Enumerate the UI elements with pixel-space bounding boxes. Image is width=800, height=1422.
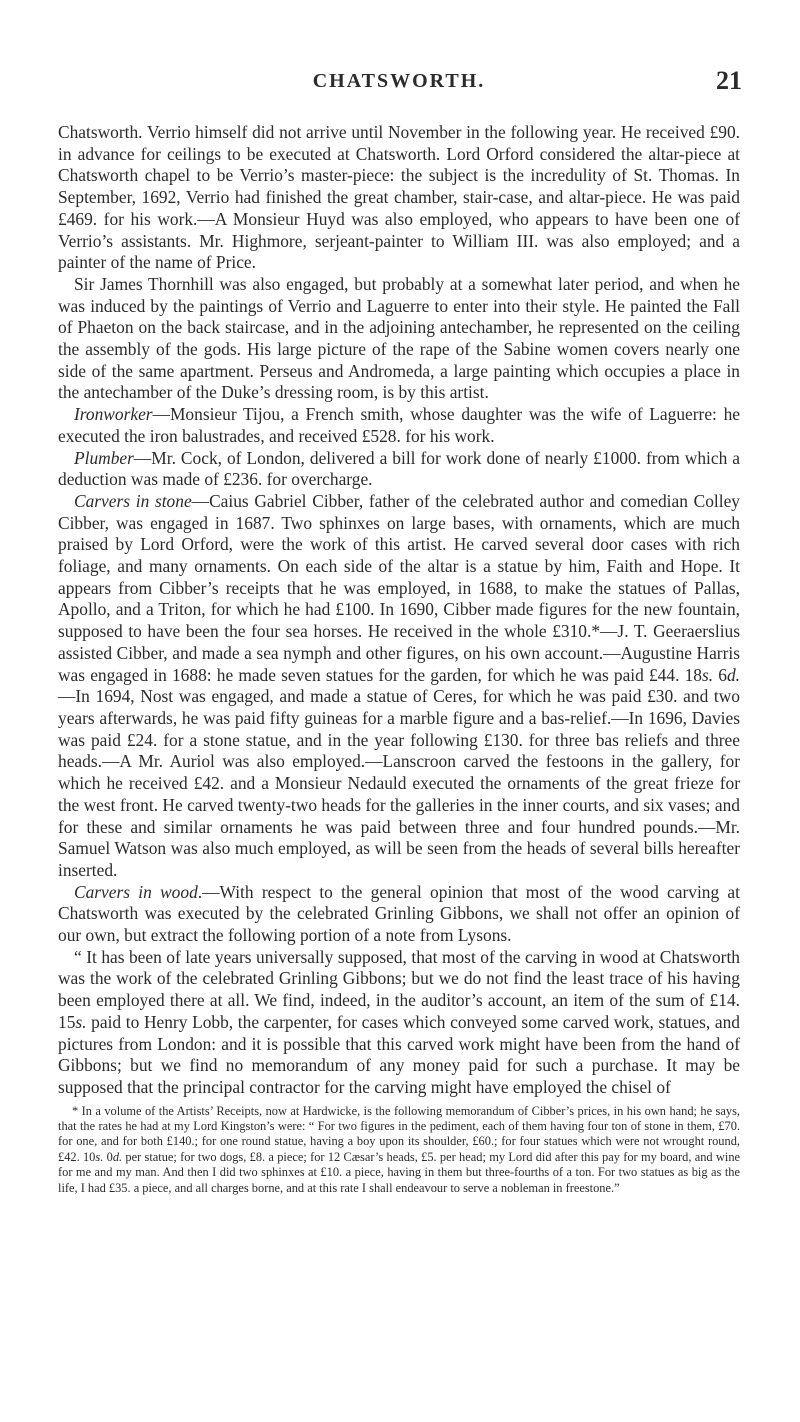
paragraph-text: 6	[713, 664, 727, 685]
footnote	[58, 1104, 740, 1196]
paragraph	[58, 491, 740, 882]
section-label: Carvers in stone	[74, 490, 192, 511]
paragraph-text: —Mr. Cock, of London, delivered a bill for work done of nearly £1000. from which a deduction was made of £236. for overcharge.	[58, 447, 740, 490]
running-head: CHATSWORTH.	[312, 70, 486, 92]
paragraph-text: Chatsworth. Verrio himself did not arrive until November in the following year. He received £90. in advance for ceilings to be executed at Chatsworth. Lord Orford considered the altar-piece at Chatsworth chapel to be Verrio’s master-piece: the subject is the incredulity of St. Thomas. In September, 1692, Verrio had finished the great chamber, stair-case, and altar-piece. He was paid £469. for his work.—A Monsieur Huyd was also employed, who appears to have been one of Verrio’s assistants. Mr. Highmore, serjeant-painter to William III. was also employed; and a painter of the name of Price.	[58, 122, 740, 273]
section-label: Ironworker	[74, 404, 153, 425]
pence-abbr: d.	[726, 664, 740, 685]
paragraph-text: paid to Henry Lobb, the carpenter, for cases which conveyed some carved work, statues, and pictures from London: and it is possible that this carved work might have been from the hand of Gibbons; but we find no memorandum of any money paid for such a purchase. It may be supposed that the principal contractor for the carving might have employed the chisel of	[58, 1011, 740, 1097]
footnote-paragraph	[58, 1104, 740, 1196]
shillings-abbr: s.	[95, 1149, 104, 1164]
paragraph-text: —Monsieur Tijou, a French smith, whose daughter was the wife of Laguerre: he executed the iron balustrades, and received £528. for his work.	[58, 404, 740, 446]
paragraph-text: Sir James Thornhill was also engaged, but probably at a somewhat later period, and when he was induced by the paintings of Verrio and Laguerre to enter into their style. He painted the Fall of Phaeton on the back staircase, and in the adjoining antechamber, he represented on the ceiling the assembly of the gods. His large picture of the rape of the Sabine women covers nearly one side of the same apartment. Perseus and Andromeda, a large painting which occupies a place in the antechamber of the Duke’s dressing room, is by this artist.	[58, 273, 740, 403]
page-header	[58, 66, 742, 110]
paragraph-text: “ It has been of late years universally supposed, that most of the carving in wood at Chatsworth was the work of the celebrated Grinling Gibbons; but we do not find the least trace of his having been employed there at all. We find, indeed, in the auditor’s account, an item of the sum of £14. 15	[58, 946, 740, 1032]
page-number: 21	[716, 66, 742, 95]
paragraph	[58, 122, 740, 274]
body-text	[58, 122, 740, 1099]
paragraph-text: —In 1694, Nost was engaged, and made a statue of Ceres, for which he was paid £30. and two years afterwards, he was paid fifty guineas for a marble figure and a bas-relief.—In 1696, Davies was paid £24. for a stone statue, and in the year following £130. for three bas reliefs and three heads.—A Mr. Auriol was also employed.—Lanscroon carved the festoons in the gallery, for which he received £42. and a Monsieur Nedauld executed the ornaments of the great frieze for the west front. He carved twenty-two heads for the galleries in the inner courts, and six vases; and for these and similar ornaments he was paid between three and four hundred pounds.—Mr. Samuel Watson was also much employed, as will be seen from the heads of several bills hereafter inserted.	[58, 686, 740, 880]
paragraph-text: .—With respect to the general opinion that most of the wood carving at Chatsworth was executed by the celebrated Grinling Gibbons, we shall not offer an opinion of our own, but extract the following portion of a note from Lysons.	[58, 881, 740, 946]
shillings-abbr: s.	[75, 1011, 87, 1032]
paragraph	[58, 947, 740, 1099]
section-label: Carvers in wood	[74, 881, 198, 902]
footnote-text: * In a volume of the Artists’ Receipts, now at Hardwicke, is the following memorandum of Cibber’s prices, in his own hand; he says, that the rates he had at my Lord Kingston’s were: “ For two figures in the pediment, each of them having four ton of stone in them, £70. for one, and for both £140.; for one round statue, having a boy upon its shoulder, £60.; for four statues which were not wrought round, £42. 10	[58, 1103, 740, 1164]
footnote-text: 0	[103, 1149, 113, 1164]
paragraph	[58, 448, 740, 491]
section-label: Plumber	[74, 447, 134, 468]
paragraph	[58, 404, 740, 447]
pence-abbr: d.	[112, 1149, 123, 1164]
shillings-abbr: s.	[701, 664, 714, 685]
paragraph	[58, 274, 740, 404]
paragraph-text: —Caius Gabriel Cibber, father of the celebrated author and comedian Colley Cibber, was engaged in 1687. Two sphinxes on large bases, with ornaments, which are much praised by Lord Orford, were the work of this artist. He carved several door cases with rich foliage, and many ornaments. On each side of the altar is a statue by him, Faith and Hope. It appears from Cibber’s receipts that he was employed, in 1688, to make the statues of Pallas, Apollo, and a Triton, for which he had £100. In 1690, Cibber made figures for the new fountain, supposed to have been the four sea horses. He received in the whole £310.*—J. T. Geeraerslius assisted Cibber, and made a sea nymph and other figures, on his own account.—Augustine Harris was engaged in 1688: he made seven statues for the garden, for which he was paid £44. 18	[58, 490, 740, 685]
paragraph	[58, 882, 740, 947]
footnote-text: per statue; for two dogs, £8. a piece; for 12 Cæsar’s heads, £5. per head; my Lord did after this pay for my board, and wine for me and my man. And then I did two sphinxes at £10. a piece, having in them but three-fourths of a ton. For two statues as big as the life, I had £35. a piece, and all charges borne, and at this rate I shall endeavour to serve a nobleman in freestone.”	[58, 1149, 741, 1195]
